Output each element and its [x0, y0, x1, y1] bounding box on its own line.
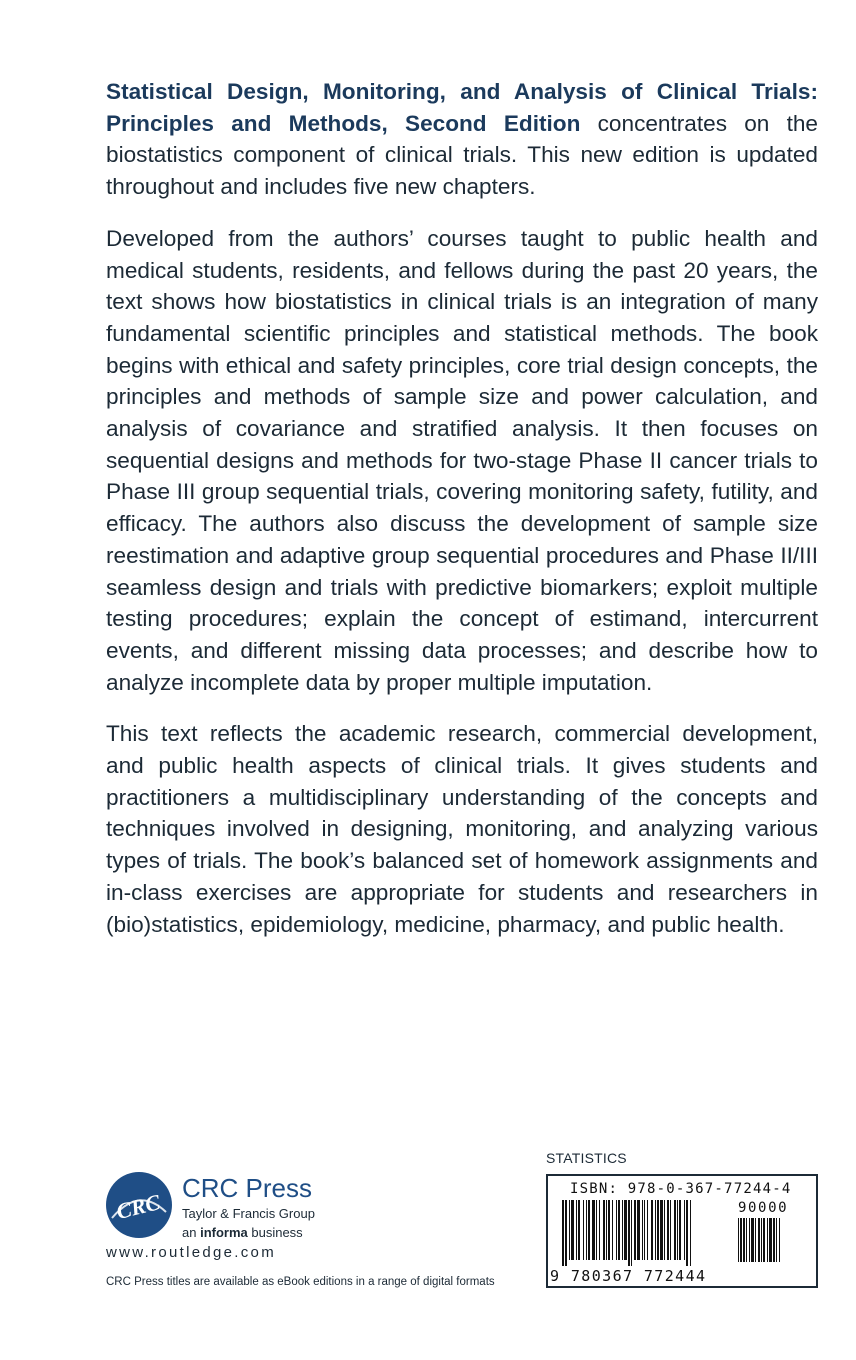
barcode-bar: [599, 1200, 600, 1260]
barcode-bar: [758, 1218, 760, 1262]
business-prefix: an: [182, 1225, 201, 1240]
publisher-website[interactable]: www.routledge.com: [106, 1244, 276, 1261]
barcode-bar: [740, 1218, 742, 1262]
barcode-bar: [634, 1200, 636, 1260]
barcode-bar: [679, 1200, 681, 1260]
barcode-bar: [769, 1218, 772, 1262]
barcode-bar: [618, 1200, 620, 1260]
isbn-label: ISBN: 978-0-367-77244-4: [570, 1181, 792, 1197]
barcode-bar: [664, 1200, 665, 1260]
barcode-bar: [684, 1200, 685, 1260]
subject-category: STATISTICS: [546, 1150, 627, 1166]
addon-barcode: [738, 1218, 808, 1266]
price-code: 90000: [738, 1200, 789, 1216]
barcode-bar: [670, 1200, 671, 1260]
barcode-bar: [562, 1200, 564, 1266]
barcode-bar: [657, 1200, 659, 1260]
barcode-bar: [608, 1200, 610, 1260]
barcode-bar: [655, 1200, 656, 1260]
barcode-bar: [773, 1218, 775, 1262]
barcode-bar: [746, 1218, 747, 1262]
barcode-bar: [763, 1218, 765, 1262]
barcode-bar: [612, 1200, 613, 1260]
back-cover-description: [106, 76, 818, 960]
barcode-bar: [642, 1200, 643, 1260]
barcode-bar: [651, 1200, 653, 1260]
barcode-bar: [776, 1218, 777, 1262]
barcode-bar: [596, 1200, 597, 1260]
isbn-barcode-box: [546, 1174, 818, 1288]
barcode-bar: [690, 1200, 691, 1266]
intro-paragraph: [106, 76, 818, 203]
barcode-bar: [576, 1200, 577, 1260]
barcode-bar: [588, 1200, 590, 1260]
barcode-bar: [767, 1218, 768, 1262]
barcode-bar: [583, 1200, 584, 1260]
barcode-bar: [751, 1218, 754, 1262]
barcode-bar: [677, 1200, 678, 1260]
ebook-note: CRC Press titles are available as eBook editions in a range of digital formats: [106, 1276, 495, 1288]
barcode-bar: [667, 1200, 669, 1260]
barcode-bar: [738, 1218, 739, 1262]
business-bold: informa: [200, 1225, 248, 1240]
barcode-bar: [616, 1200, 617, 1260]
barcode-bar: [603, 1200, 605, 1260]
publisher-business: [182, 1224, 303, 1241]
barcode-bar: [586, 1200, 587, 1260]
business-suffix: business: [247, 1225, 303, 1240]
barcode-bar: [755, 1218, 756, 1262]
barcode-bar: [631, 1200, 632, 1266]
publisher-name: CRC Press: [182, 1173, 313, 1203]
crc-logo-icon: [106, 1172, 172, 1238]
ean-digits: 9 780367 772444: [550, 1267, 707, 1285]
publisher-block: [106, 1172, 526, 1332]
barcode-bar: [628, 1200, 630, 1266]
intro-text: concentrates on the biostatistics component of clinical trials. This new edition is updated throughout and includes five new chapters.: [106, 110, 818, 200]
barcode-bar: [624, 1200, 627, 1260]
book-title: Statistical Design, Monitoring, and Analysis of Clinical Trials: Principles and Methods, Second Edition: [106, 79, 818, 136]
barcode-bar: [644, 1200, 645, 1260]
barcode-bar: [622, 1200, 623, 1260]
barcode-bar: [569, 1200, 570, 1260]
barcode-bar: [637, 1200, 640, 1260]
barcode-bar: [686, 1200, 688, 1266]
crc-logo-text: CRC: [113, 1189, 163, 1225]
barcode-bar: [749, 1218, 750, 1262]
barcode-bar: [779, 1218, 780, 1262]
barcode-bar: [660, 1200, 663, 1260]
barcode-bar: [565, 1200, 567, 1266]
publisher-group: Taylor & Francis Group: [182, 1206, 315, 1221]
barcode-bar: [647, 1200, 648, 1260]
barcode-bar: [674, 1200, 676, 1260]
body-paragraph-2: Developed from the authors’ courses taught to public health and medical students, residents, and fellows during the past 20 years, the text shows how biostatistics in clinical trials is an integration of many fundamental scientific principles and statistical methods. The book begins with ethical and safety principles, core trial design concepts, the principles and methods of sample size and power calculation, and analysis of covariance and stratified analysis. It then focuses on sequential designs and methods for two-stage Phase II cancer trials to Phase III group sequential trials, covering monitoring safety, futility, and efficacy. The authors also discuss the development of sample size reestimation and adaptive group sequential procedures and Phase II/III seamless design and trials with predictive biomarkers; exploit multiple testing procedures; explain the concept of estimand, intercurrent events, and different missing data processes; and describe how to analyze incomplete data by proper multiple imputation.: [106, 225, 818, 695]
barcode-bar: [592, 1200, 595, 1260]
barcode-bar: [578, 1200, 580, 1260]
body-paragraph-3: This text reflects the academic research, commercial development, and public health aspects of clinical trials. It gives students and practitioners a multidisciplinary understanding of the concepts and techniques involved in designing, monitoring, and analyzing various types of trials. The book’s balanced set of homework assignments and in-class exercises are appropriate for students and researchers in (bio)statistics, epidemiology, medicine, pharmacy, and public health.: [106, 721, 818, 937]
ean-barcode: [562, 1200, 732, 1266]
barcode-bar: [761, 1218, 762, 1262]
barcode-bar: [606, 1200, 607, 1260]
barcode-bar: [743, 1218, 745, 1262]
barcode-bar: [571, 1200, 574, 1260]
